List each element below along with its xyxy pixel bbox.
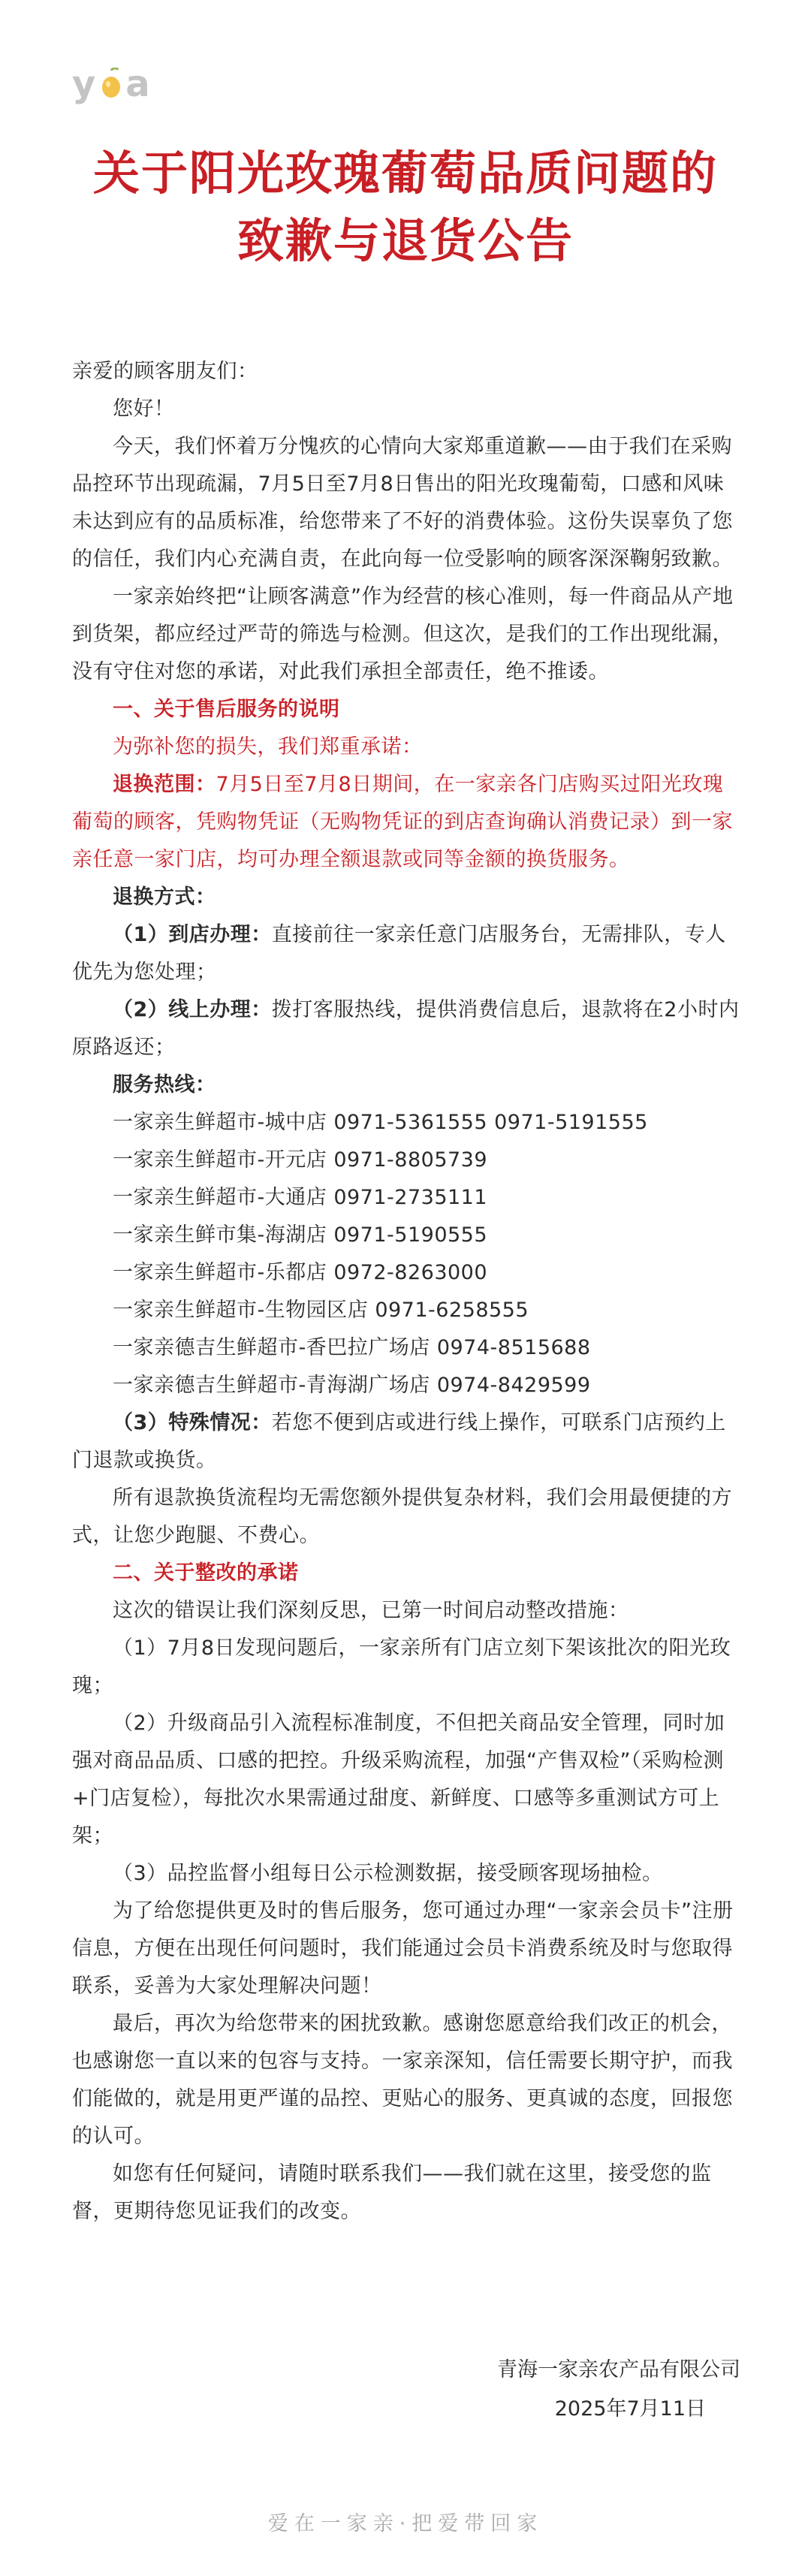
final-apology-paragraph: 最后，再次为给您带来的困扰致歉。感谢您愿意给我们改正的机会，也感谢您一直以来的包容与支持。一家亲深知，信任需要长期守护，而我们能做的，就是用更严谨的品控、更贴心的服务、更真诚的态度，回报您的认可。 bbox=[72, 2012, 733, 2148]
section1-intro: 为弥补您的损失，我们郑重承诺： bbox=[113, 735, 423, 759]
company-name: 青海一家亲农产品有限公司 bbox=[497, 2358, 740, 2381]
greeting: 亲爱的顾客朋友们： bbox=[72, 360, 258, 383]
convenience-paragraph: 所有退款换货流程均无需您额外提供复杂材料，我们会用最便捷的方式，让您少跑腿、不费心。 bbox=[72, 1486, 732, 1547]
return-scope bbox=[72, 766, 740, 879]
announcement-body bbox=[72, 353, 740, 2231]
signature-block bbox=[365, 2351, 740, 2429]
section1-heading: 一、关于售后服务的说明 bbox=[113, 698, 340, 721]
special-case-label: （3）特殊情况： bbox=[113, 1411, 272, 1434]
special-case bbox=[72, 1404, 740, 1480]
rectification-item-3: （3）品控监督小组每日公示检测数据，接受顾客现场抽检。 bbox=[113, 1862, 663, 1885]
hotline-label: 服务热线： bbox=[113, 1073, 216, 1096]
grape-icon bbox=[98, 68, 124, 101]
return-scope-label: 退换范围： bbox=[113, 773, 216, 796]
hello-line: 您好！ bbox=[113, 397, 175, 421]
hotline-item: 一家亲德吉生鲜超市-青海湖广场店 0974-8429599 bbox=[113, 1374, 591, 1397]
return-scope-text: 7月5日至7月8日期间，在一家亲各门店购买过阳光玫瑰葡萄的顾客，凭购物凭证（无购物凭证的到店查询确认消费记录）到一家亲任意一家门店，均可办理全额退款或同等金额的换货服务。 bbox=[72, 773, 733, 871]
contact-paragraph: 如您有任何疑问，请随时联系我们——我们就在这里，接受您的监督，更期待您见证我们的改变。 bbox=[72, 2162, 712, 2223]
hotline-item: 一家亲生鲜超市-开元店 0971-8805739 bbox=[113, 1148, 488, 1172]
logo-letter-a: a bbox=[125, 63, 152, 105]
rectification-item-1: （1）7月8日发现问题后，一家亲所有门店立刻下架该批次的阳光玫瑰； bbox=[72, 1636, 731, 1697]
method-online bbox=[72, 991, 740, 1066]
hotline-item: 一家亲生鲜市集-海湖店 0971-5190555 bbox=[113, 1223, 488, 1247]
principle-paragraph: 一家亲始终把“让顾客满意”作为经营的核心准则，每一件商品从产地到货架，都应经过严苛的筛选与检测。但这次，是我们的工作出现纰漏，没有守住对您的承诺，对此我们承担全部责任，绝不推诿。 bbox=[72, 585, 734, 683]
member-card-paragraph: 为了给您提供更及时的售后服务，您可通过办理“一家亲会员卡”注册信息，方便在出现任何问题时，我们能通过会员卡消费系统及时与您取得联系，妥善为大家处理解决问题！ bbox=[72, 1899, 734, 1998]
hotline-item: 一家亲德吉生鲜超市-香巴拉广场店 0974-8515688 bbox=[113, 1336, 591, 1359]
hotline-item: 一家亲生鲜超市-生物园区店 0971-6258555 bbox=[113, 1299, 529, 1322]
section2-intro: 这次的错误让我们深刻反思，已第一时间启动整改措施： bbox=[113, 1599, 629, 1622]
logo-letter-y: y bbox=[72, 63, 98, 105]
brand-logo bbox=[72, 63, 152, 105]
return-methods-label: 退换方式： bbox=[113, 885, 216, 909]
method-online-text: 拨打客服热线，提供消费信息后，退款将在2小时内原路返还； bbox=[72, 998, 740, 1059]
method-in-store-label: （1）到店办理： bbox=[113, 923, 272, 946]
hotline-item: 一家亲生鲜超市-乐都店 0972-8263000 bbox=[113, 1261, 488, 1284]
method-in-store bbox=[72, 916, 740, 991]
footer-slogan: 爱在一家亲·把爱带回家 bbox=[267, 2512, 544, 2535]
hotline-item: 一家亲生鲜超市-大通店 0971-2735111 bbox=[113, 1186, 488, 1209]
announcement-title bbox=[0, 140, 811, 275]
rectification-item-2: （2）升级商品引入流程标准制度，不但把关商品安全管理，同时加强对商品品质、口感的把控。升级采购流程，加强“产售双检”（采购检测+门店复检），每批次水果需通过甜度、新鲜度、口感等多重测试方可上架； bbox=[72, 1712, 725, 1848]
title-line-1: 关于阳光玫瑰葡萄品质问题的 bbox=[92, 146, 718, 201]
hotline-item: 一家亲生鲜超市-城中店 0971-5361555 0971-5191555 bbox=[113, 1111, 648, 1134]
apology-paragraph: 今天，我们怀着万分愧疚的心情向大家郑重道歉——由于我们在采购品控环节出现疏漏，7月5日至7月8日售出的阳光玫瑰葡萄，口感和风味未达到应有的品质标准，给您带来了不好的消费体验。这份失误辜负了您的信任，我们内心充满自责，在此向每一位受影响的顾客深深鞠躬致歉。 bbox=[72, 435, 733, 571]
section2-heading: 二、关于整改的承诺 bbox=[113, 1561, 299, 1585]
title-line-2: 致歉与退货公告 bbox=[237, 213, 574, 268]
method-in-store-text: 直接前往一家亲任意门店服务台，无需排队，专人优先为您处理； bbox=[72, 923, 726, 984]
method-online-label: （2）线上办理： bbox=[113, 998, 272, 1021]
special-case-text: 若您不便到店或进行线上操作，可联系门店预约上门退款或换货。 bbox=[72, 1411, 726, 1472]
announcement-date: 2025年7月11日 bbox=[554, 2397, 706, 2421]
